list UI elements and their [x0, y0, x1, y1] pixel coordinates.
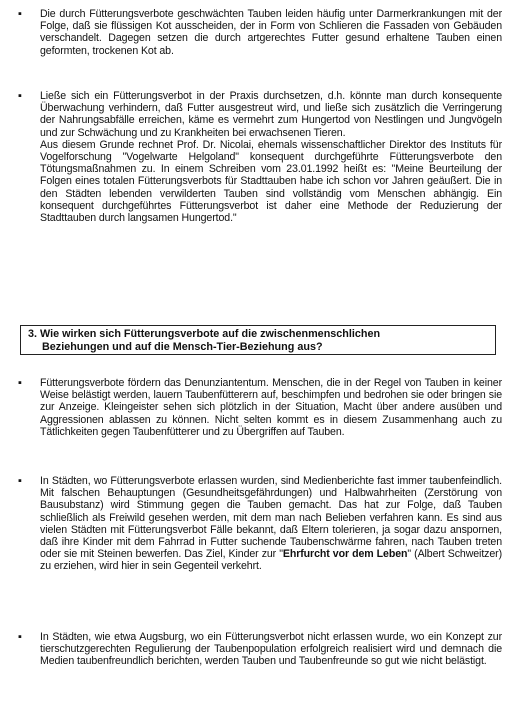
section-heading [20, 325, 496, 355]
paragraph [40, 8, 502, 57]
bullet-icon: ▪ [18, 377, 22, 389]
paragraph-text: Die durch Fütterungsverbote geschwächten Tauben leiden häufig unter Darmerkrankungen mit der Folge, daß sie flüssigen Kot ausscheiden, der in Form von Schlieren die Fassaden von Gebäuden verschandelt. Dagegen setzen die durch artgerechtes Futter gesund erhaltene Tauben einen geformten, trockenen Kot ab. [40, 8, 502, 57]
paragraph-text [40, 475, 502, 573]
paragraph [40, 475, 502, 573]
list-item-diarrhea [18, 8, 502, 57]
paragraph [40, 377, 502, 438]
list-item-augsburg [18, 631, 502, 668]
heading-line-2: Beziehungen und auf die Mensch-Tier-Beziehung aus? [42, 340, 323, 353]
paragraph-text: In Städten, wie etwa Augsburg, wo ein Fütterungsverbot nicht erlassen wurde, wo ein Konzept zur tierschutzgerechten Regulierung der Taubenpopulation erfolgreich realisiert wird und demnach die Medien taubenfreundlich berichten, werden Tauben und Taubenfreunde so gut wie nicht belästigt. [40, 631, 502, 668]
bullet-icon: ▪ [18, 8, 22, 20]
paragraph [40, 90, 502, 224]
bullet-icon: ▪ [18, 631, 22, 643]
bullet-icon: ▪ [18, 475, 22, 487]
paragraph-text: Ließe sich ein Fütterungsverbot in der Praxis durchsetzen, d.h. könnte man durch konsequente Überwachung verhindern, daß Futter ausgestreut wird, und ließe sich zusätzlich die Verringerung der Nahrungsabfälle erreichen, käme es vermehrt zum Hungertod von Nestlingen und Jungvögeln und zur Schwächung und zu Krankheiten bei erwachsenen Tieren. [40, 90, 502, 139]
paragraph [40, 631, 502, 668]
bullet-icon: ▪ [18, 90, 22, 102]
paragraph-text-quote: Aus diesem Grunde rechnet Prof. Dr. Nicolai, ehemals wissenschaftlicher Direktor des Instituts für Vogelforschung "Vogelwarte Helgoland" konsequent durchgeführte Fütterungsverbote den Tötungsmaßnahmen zu. In einem Schreiben vom 23.01.1992 heißt es: "Meine Beurteilung der Folgen eines totalen Fütterungsverbots für Stadttauben habe ich schon vor Jahren geäußert. Die in den Städten lebenden verwilderten Tauben sind vollständig vom Menschen abhängig. Ein konsequent durchgeführtes Fütterungsverbot ist daher eine Methode der Reduzierung der Stadttauben durch langsamen Hungertod." [40, 138, 502, 225]
bold-quote: Ehrfurcht vor dem Leben [282, 548, 408, 561]
heading-line-1: 3. Wie wirken sich Fütterungsverbote auf die zwischenmenschlichen [28, 328, 381, 340]
paragraph-text: Fütterungsverbote fördern das Denunziantentum. Menschen, die in der Regel von Tauben in keiner Weise belästigt werden, lauern Taubenfütterern auf, beschimpfen und bedrohen sie oder bringen sie zur Anzeige. Kleingeister sehen sich plötzlich in der Situation, Macht über andere ausüben und Aggressionen ablassen zu können. Nicht selten kommt es in diesem Zusammenhang auch zu Tätlichkeiten gegen Taubenfütterer und zu Übergriffen auf Tauben. [40, 377, 502, 438]
text-after: " (Albert Schweitzer) zu erziehen, wird hier in sein Gegenteil verkehrt. [40, 548, 503, 573]
text-before: In Städten, wo Fütterungsverbote erlassen wurden, sind Medienberichte fast immer taubenfeindlich. Mit falschen Behauptungen (Gesundheitsgefährdungen) und Halbwahrheiten (Zerstörung von Bausubstanz) wird Stimmung gegen die Tauben gemacht. Das hat zur Folge, daß Tauben schließlich als Freiwild gesehen werden, mit dem man nach Belieben verfahren kann. Es sind aus vielen Städten mit Fütterungsverbot Fälle bekannt, daß Eltern tolerieren, ja sogar dazu anspornen, daß ihre Kinder mit dem Fahrrad in Futter suchende Taubenschwärme fahren, nach Tauben treten oder sie mit Steinen bewerfen. Das Ziel, Kinder zur " [40, 475, 502, 561]
list-item-denunciation [18, 377, 502, 438]
list-item-starvation [18, 90, 502, 224]
list-item-media [18, 475, 502, 573]
